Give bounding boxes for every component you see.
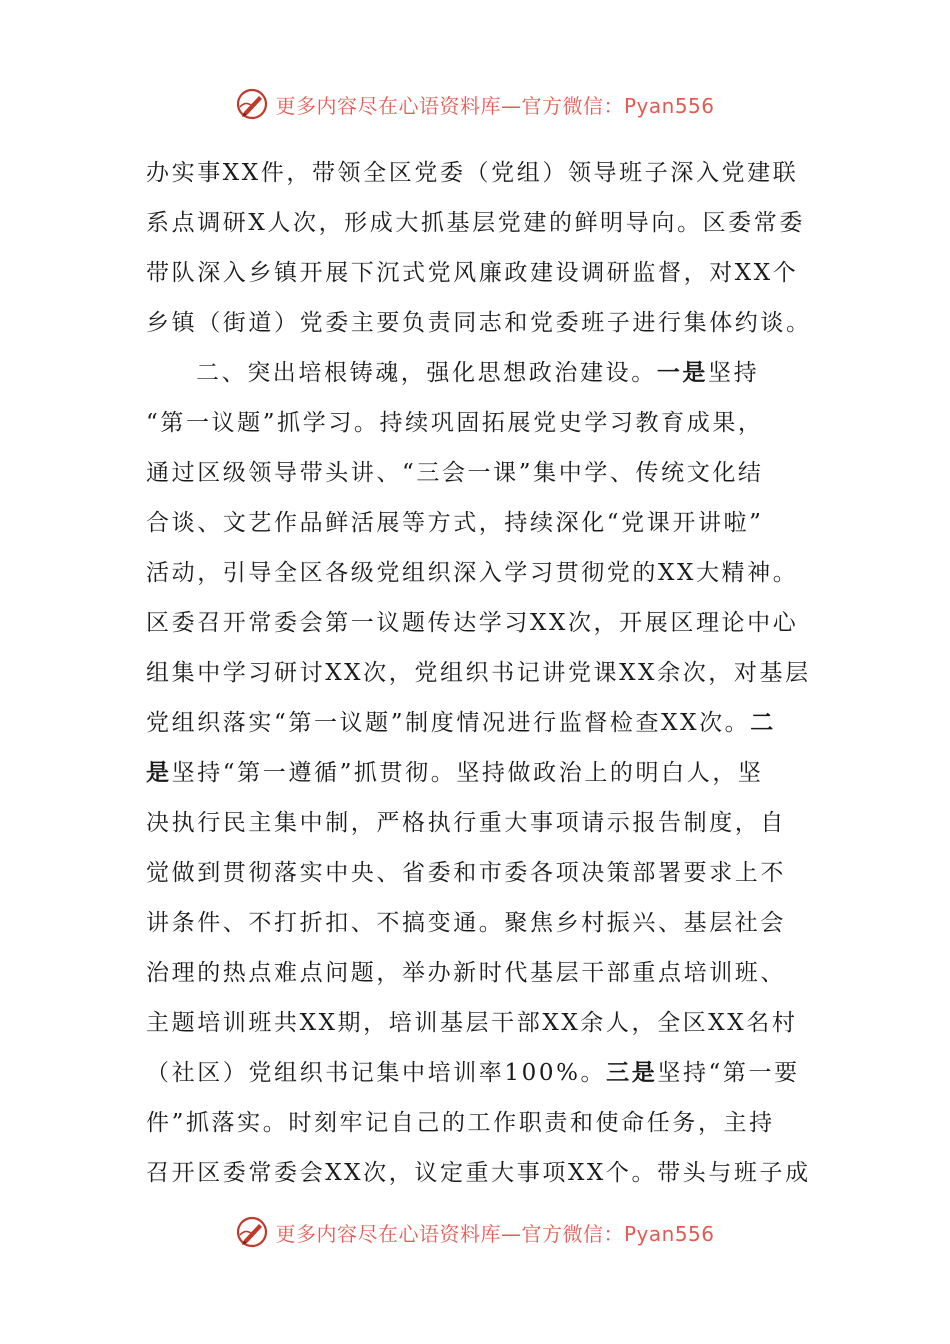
section-heading-line: 二、突出培根铸魂，强化思想政治建设。一是坚持	[196, 359, 760, 386]
text-line: “第一议题”抓学习。持续巩固拓展党史学习教育成果，	[146, 410, 764, 436]
text-line: 决执行民主集中制，严格执行重大事项请示报告制度，自	[146, 810, 786, 836]
text-line: 系点调研X人次，形成大抓基层党建的鲜明导向。区委常委	[146, 210, 805, 236]
text-line: 件”抓落实。时刻牢记自己的工作职责和使命任务，主持	[146, 1110, 775, 1136]
pen-seal-icon	[235, 87, 269, 121]
document-body	[146, 148, 816, 1198]
text-line: 合谈、文艺作品鲜活展等方式，持续深化“党课开讲啦”	[146, 510, 764, 536]
pen-seal-icon	[235, 1215, 269, 1249]
text-line: 区委召开常委会第一议题传达学习XX次，开展区理论中心	[146, 610, 799, 636]
text-line: 觉做到贯彻落实中央、省委和市委各项决策部署要求上不	[146, 860, 786, 886]
text-line: 主题培训班共XX期，培训基层干部XX余人，全区XX名村	[146, 1010, 798, 1036]
text-line: 组集中学习研讨XX次，党组织书记讲党课XX余次，对基层	[146, 660, 811, 686]
text-line: 党组织落实“第一议题”制度情况进行监督检查XX次。二	[146, 709, 776, 736]
text-line: （社区）党组织书记集中培训率100%。三是坚持“第一要	[146, 1059, 800, 1086]
text-line: 讲条件、不打折扣、不搞变通。聚焦乡村振兴、基层社会	[146, 910, 786, 936]
text-line: 乡镇（街道）党委主要负责同志和党委班子进行集体约谈。	[146, 310, 812, 336]
text-line: 通过区级领导带头讲、“三会一课”集中学、传统文化结	[146, 460, 764, 486]
text-line: 治理的热点难点问题，举办新时代基层干部重点培训班、	[146, 960, 786, 986]
text-line: 是坚持“第一遵循”抓贯彻。坚持做政治上的明白人，坚	[146, 759, 764, 786]
text-line: 召开区委常委会XX次，议定重大事项XX个。带头与班子成	[146, 1160, 811, 1186]
text-line: 办实事XX件，带领全区党委（党组）领导班子深入党建联	[146, 160, 799, 186]
watermark-text: 更多内容尽在心语资料库—官方微信：Pyan556	[275, 1221, 715, 1246]
watermark-text: 更多内容尽在心语资料库—官方微信：Pyan556	[275, 93, 715, 118]
watermark-banner-bottom	[0, 1212, 950, 1252]
watermark-banner-top	[0, 84, 950, 124]
text-line: 带队深入乡镇开展下沉式党风廉政建设调研监督，对XX个	[146, 260, 799, 286]
text-line: 活动，引导全区各级党组织深入学习贯彻党的XX大精神。	[146, 560, 799, 586]
